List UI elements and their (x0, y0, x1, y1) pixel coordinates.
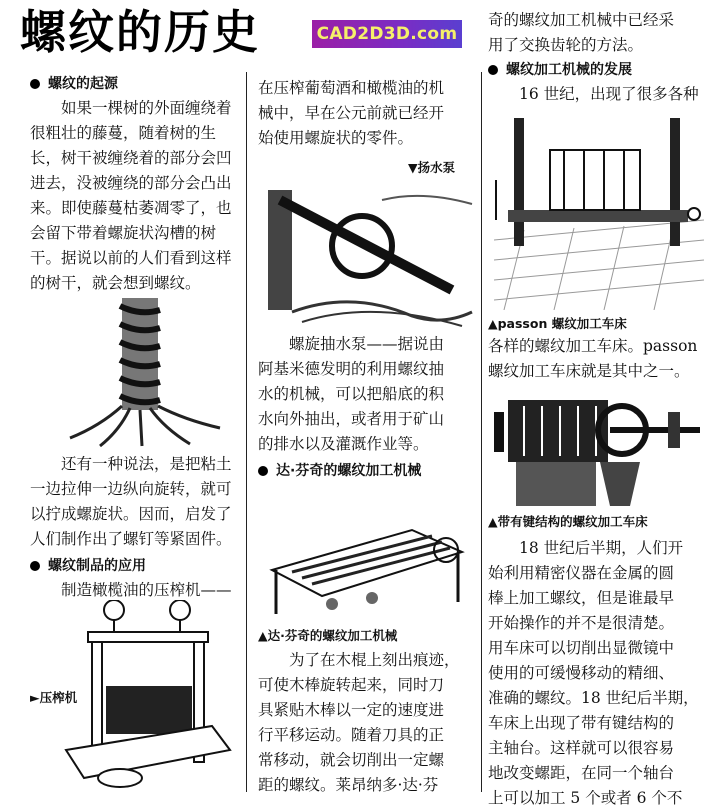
olive-press-illustration (62, 600, 232, 790)
paragraph: 奇的螺纹加工机械中已经采 用了交换齿轮的方法。 (488, 11, 675, 54)
column-3-middle (488, 334, 706, 384)
archimedes-pump-illustration (262, 180, 474, 330)
section-heading-application: 螺纹制品的应用 (30, 554, 240, 578)
column-1-lower (30, 452, 240, 603)
figure-caption-passon: ▲passon 螺纹加工车床 (488, 316, 627, 331)
figure-caption-keyed: ▲带有键结构的螺纹加工车床 (488, 514, 648, 529)
article-title: 螺纹的历史 (20, 5, 260, 59)
column-divider (481, 72, 482, 792)
section-heading-development: 螺纹加工机械的发展 (488, 58, 706, 82)
paragraph: 制造橄榄油的压榨机—— (61, 581, 232, 599)
column-2 (258, 76, 476, 151)
column-3 (488, 8, 706, 107)
paragraph: 为了在木棍上刻出痕迹， 可使木棒旋转起来，同时刀 具紧贴木棒以一定的速度进 行平移运动。随着刀具的正 常移动，就会切削出一定螺 距的螺纹。莱昂纳多·达·芬 (258, 651, 460, 794)
column-2-lower (258, 648, 476, 798)
bullet-icon (30, 79, 40, 89)
paragraph: 还有一种说法，是把粘土 一边拉伸一边纵向旋转，就可 以拧成螺旋状。因而，启发了 人们制作出了螺钉等紧固件。 (30, 455, 232, 548)
paragraph: 螺旋抽水泵——据说由 阿基米德发明的利用螺纹抽 水的机械，可以把船底的积 水向外抽出，或者用于矿山 的排水以及灌溉作业等。 (258, 335, 445, 453)
passon-lathe-illustration (494, 110, 704, 310)
paragraph: 16 世纪，出现了很多各种 (519, 85, 699, 103)
figure-caption-pump: ▼扬水泵 (408, 160, 456, 175)
bullet-icon (488, 65, 498, 75)
keyed-lathe-illustration (490, 392, 704, 508)
column-2-middle (258, 332, 476, 483)
figure-caption-davinci: ▲达·芬奇的螺纹加工机械 (258, 628, 398, 643)
column-1 (30, 72, 240, 296)
paragraph: 18 世纪后半期，人们开 始利用精密仪器在金属的圆 棒上加工螺纹，但是谁最早 开始操作的并不是很清楚。 用车床可以切削出显微镜中 使用的可缓慢移动的精细、 准确的螺纹。18 世纪后半期， 车床上出现了带有键结构的 主轴台。这样就可以很容易 地改变螺距，在同一个轴台 上可以加工 5 个或者 6 个不 (488, 539, 699, 807)
bullet-icon (258, 466, 268, 476)
paragraph: 如果一棵树的外面缠绕着 很粗壮的藤蔓，随着树的生 长，树干被缠绕着的部分会凹 进去，没被缠绕的部分会凸出 来。即使藤蔓枯萎凋零了，也 会留下带着螺旋状沟槽的树 干。据说以前的人们看到这样 的树干，就会想到螺纹。 (30, 99, 232, 292)
vine-tree-illustration (60, 298, 230, 448)
davinci-machine-illustration (262, 510, 474, 620)
column-3-lower (488, 536, 706, 808)
figure-caption-press: ►压榨机 (30, 690, 78, 705)
section-heading-origin: 螺纹的起源 (30, 72, 240, 96)
section-heading-davinci: 达·芬奇的螺纹加工机械 (258, 459, 476, 483)
paragraph: 在压榨葡萄酒和橄榄油的机 械中，早在公元前就已经开 始使用螺旋状的零件。 (258, 79, 445, 147)
paragraph: 各样的螺纹加工车床。passon 螺纹加工车床就是其中之一。 (488, 337, 698, 380)
bullet-icon (30, 561, 40, 571)
site-logo[interactable]: CAD2D3D.com (312, 20, 462, 48)
column-divider (246, 72, 247, 792)
